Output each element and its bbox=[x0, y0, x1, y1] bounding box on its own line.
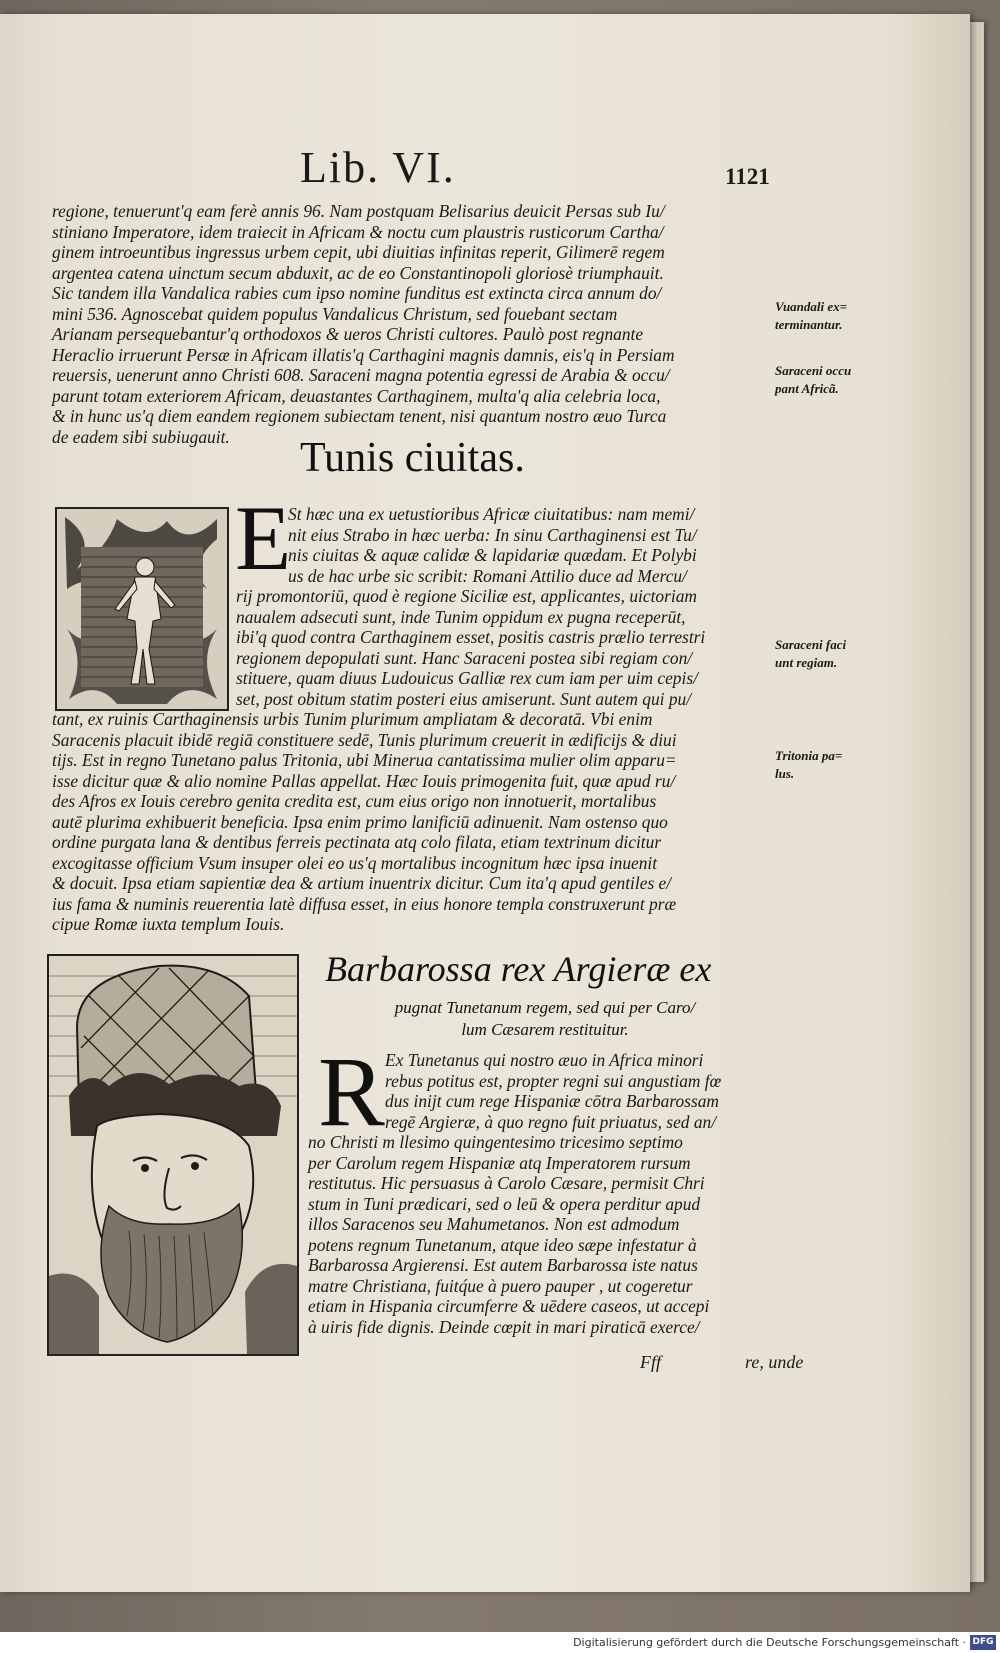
drop-cap-r: R bbox=[318, 1036, 385, 1147]
text-line: cipue Romæ iuxta templum Iouis. bbox=[52, 914, 285, 934]
text-line: Heraclio irruerunt Persæ in Africam illatis'q Carthagini magnis damnis, eis'q in Persiam bbox=[52, 344, 675, 365]
text-line: ginem introeuntibus ingressus urbem cepit, ubi diuitias infinitas reperit, Gilimerē regem bbox=[52, 242, 665, 262]
text-line: ius fama & numinis reuerentia latè diffusa esset, in eius honore templa construxerunt præ bbox=[52, 893, 677, 914]
text-line: no Christi m llesimo quingentesimo tricesimo septimo bbox=[308, 1132, 683, 1152]
section-subheading bbox=[355, 997, 735, 1041]
text-block-2 bbox=[288, 504, 772, 586]
text-line: mini 536. Agnoscebat quidem populus Vandalicus Christum, sed fouebant sectam bbox=[52, 303, 618, 324]
text-line: stiniano Imperatore, idem traiecit in Africam & noctu cum plaustris rusticorum Cartha/ bbox=[52, 221, 664, 242]
catchword: re, unde bbox=[745, 1352, 804, 1372]
text-line: des Afros ex Iouis cerebro genita credita est, cum eius origo non innotuerit, mortalibus bbox=[52, 791, 657, 811]
text-line: isse dicitur quæ & alio nomine Pallas appellat. Hæc Iouis primogenita fuit, quæ apud ru/ bbox=[52, 770, 676, 791]
text-line: regione, tenuerunt'q eam ferè annis 96. Nam postquam Belisarius deuicit Persas sub Iu/ bbox=[52, 201, 665, 221]
dfg-logo-icon: DFG bbox=[970, 1635, 996, 1650]
subheading-line: pugnat Tunetanum regem, sed qui per Caro/ bbox=[394, 998, 696, 1017]
text-line: illos Saracenos seu Mahumetanos. Non est admodum bbox=[308, 1214, 680, 1234]
text-line: naualem adsecuti sunt, inde Tunim oppidum ex pugna receperūt, bbox=[236, 606, 686, 627]
marginal-note-line: Saraceni occu bbox=[775, 363, 852, 378]
text-line: potens regnum Tunetanum, atque ideo sæpe infestatur à bbox=[308, 1234, 697, 1255]
book-page bbox=[0, 14, 970, 1592]
standing-figure-icon bbox=[57, 509, 227, 709]
text-line: stum in Tuni prædicari, sed o leū & opera perditur apud bbox=[308, 1193, 701, 1214]
text-block-3 bbox=[385, 1050, 772, 1132]
text-line: stituere, quam diuus Ludouicus Galliæ rex cum iam per uim cepis/ bbox=[236, 668, 698, 688]
text-block-2b bbox=[236, 586, 772, 709]
marginal-note-line: terminantur. bbox=[775, 317, 843, 332]
drop-cap-e: E bbox=[235, 487, 292, 589]
section-heading: Tunis ciuitas. bbox=[300, 435, 525, 481]
text-line: dus inijt cum rege Hispaniæ cōtra Barbarossam bbox=[385, 1091, 719, 1111]
text-line: Sic tandem illa Vandalica rabies cum ipso nomine funditus est extincta circa annum do/ bbox=[52, 283, 662, 303]
text-line: Ex Tunetanus qui nostro æuo in Africa minori bbox=[385, 1050, 704, 1070]
text-line: à uiris fide dignis. Deinde cœpit in mari piraticā exerce/ bbox=[308, 1316, 700, 1337]
text-line: nis ciuitas & aquæ calidæ & lapidariæ quædam. Et Polybi bbox=[288, 545, 697, 565]
text-line: & in hunc us'q diem eandem regionem subiectam tenent, nisi quantum nostro æuo Turca bbox=[52, 406, 667, 426]
marginal-note bbox=[775, 636, 875, 672]
text-line: etiam in Hispania circumferre & uēdere caseos, ut accepi bbox=[308, 1296, 710, 1316]
text-block-3b bbox=[308, 1132, 772, 1337]
text-line: parunt totam exteriorem Africam, deuastantes Carthaginem, multa'q alia celebria loca, bbox=[52, 385, 661, 406]
footer-credit: Digitalisierung gefördert durch die Deutsche Forschungsgemeinschaft · bbox=[573, 1636, 966, 1649]
text-line: reuersis, uenerunt anno Christi 608. Saraceni magna potentia egressi de Arabia & occu/ bbox=[52, 365, 670, 385]
initial-woodcut bbox=[55, 507, 229, 711]
section-heading: Barbarossa rex Argieræ ex bbox=[325, 949, 712, 989]
text-line: restitutus. Hic persuasus à Carolo Cæsare, permisit Chri bbox=[308, 1173, 705, 1193]
text-line: regionem depopulati sunt. Hanc Saraceni postea sibi regiam con/ bbox=[236, 647, 693, 668]
marginal-note-line: pant Africã. bbox=[775, 381, 839, 396]
text-line: set, post obitum statim posteri eius amiserunt. Sunt autem qui pu/ bbox=[236, 688, 692, 709]
text-line: Arianam persequebantur'q orthodoxos & ueros Christi cultores. Paulò post regnante bbox=[52, 324, 644, 344]
portrait-woodcut bbox=[47, 954, 299, 1356]
marginal-note-line: Tritonia pa= bbox=[775, 748, 843, 763]
marginal-note-line: Saraceni faci bbox=[775, 637, 847, 652]
folio-number: 1121 bbox=[725, 164, 770, 189]
marginal-note-line: lus. bbox=[775, 766, 795, 781]
text-line: matre Christiana, fuitq́ue à puero pauper , ut cogeretur bbox=[308, 1275, 693, 1296]
text-line: excogitasse officium Vsum insuper olei eo us'q mortalibus incognitum hæc ipsa inuenit bbox=[52, 852, 658, 873]
text-line: ordine purgata lana & dentibus ferreis pectinata atq colo filata, etiam textrinum dicitur bbox=[52, 832, 662, 852]
text-line: ibi'q quod contra Carthaginem esset, positis castris prælio terrestri bbox=[236, 627, 706, 647]
text-line: St hæc una ex uetustioribus Africæ ciuitatibus: nam memi/ bbox=[288, 504, 695, 524]
text-line: de eadem sibi subiugauit. bbox=[52, 426, 230, 447]
text-line: regē Argieræ, à quo regno fuit priuatus, sed an/ bbox=[385, 1111, 717, 1132]
marginal-note bbox=[775, 747, 875, 783]
text-line: & docuit. Ipsa etiam sapientiæ dea & artium inuentrix dicitur. Cum ita'q apud gentiles e/ bbox=[52, 873, 672, 893]
text-line: Barbarossa Argierensi. Est autem Barbarossa iste natus bbox=[308, 1255, 698, 1275]
text-line: tijs. Est in regno Tunetano palus Tritonia, ubi Minerua cantatissima mulier olim apparu= bbox=[52, 750, 677, 770]
text-line: tant, ex ruinis Carthaginensis urbis Tunim plurimum ampliatam & decoratā. Vbi enim bbox=[52, 709, 653, 729]
text-line: argentea catena uinctum secum abduxit, ac de eo Constantinopoli gloriosè triumphauit. bbox=[52, 262, 664, 283]
running-head: Lib. VI. bbox=[300, 143, 456, 192]
text-line: rij promontoriū, quod è regione Siciliæ est, applicantes, uictoriam bbox=[236, 586, 697, 606]
text-line: us de hac urbe sic scribit: Romani Attilio duce ad Mercu/ bbox=[288, 565, 687, 586]
barbarossa-portrait-icon bbox=[49, 956, 297, 1354]
text-line: rebus potitus est, propter regni sui angustiam fœ bbox=[385, 1070, 722, 1091]
text-line: nit eius Strabo in hæc uerba: In sinu Carthaginensi est Tu/ bbox=[288, 524, 697, 545]
signature-mark: Fff bbox=[640, 1352, 661, 1372]
text-block-2c bbox=[52, 709, 772, 935]
subheading-line: lum Cæsarem restituitur. bbox=[461, 1020, 629, 1039]
marginal-note bbox=[775, 362, 875, 398]
marginal-note-line: unt regiam. bbox=[775, 655, 838, 670]
text-block-1 bbox=[52, 201, 772, 447]
marginal-note bbox=[775, 298, 875, 334]
marginal-note-line: Vuandali ex= bbox=[775, 299, 848, 314]
text-line: autē plurima exhibuerit beneficia. Ipsa enim primo lanificiū adinuenit. Nam ostenso quo bbox=[52, 811, 668, 832]
text-line: per Carolum regem Hispaniæ atq Imperatorem rursum bbox=[308, 1152, 691, 1173]
text-line: Saracenis placuit ibidē regiā constituere sedē, Tunis plurimum creuerit in ædificijs & diui bbox=[52, 729, 677, 750]
